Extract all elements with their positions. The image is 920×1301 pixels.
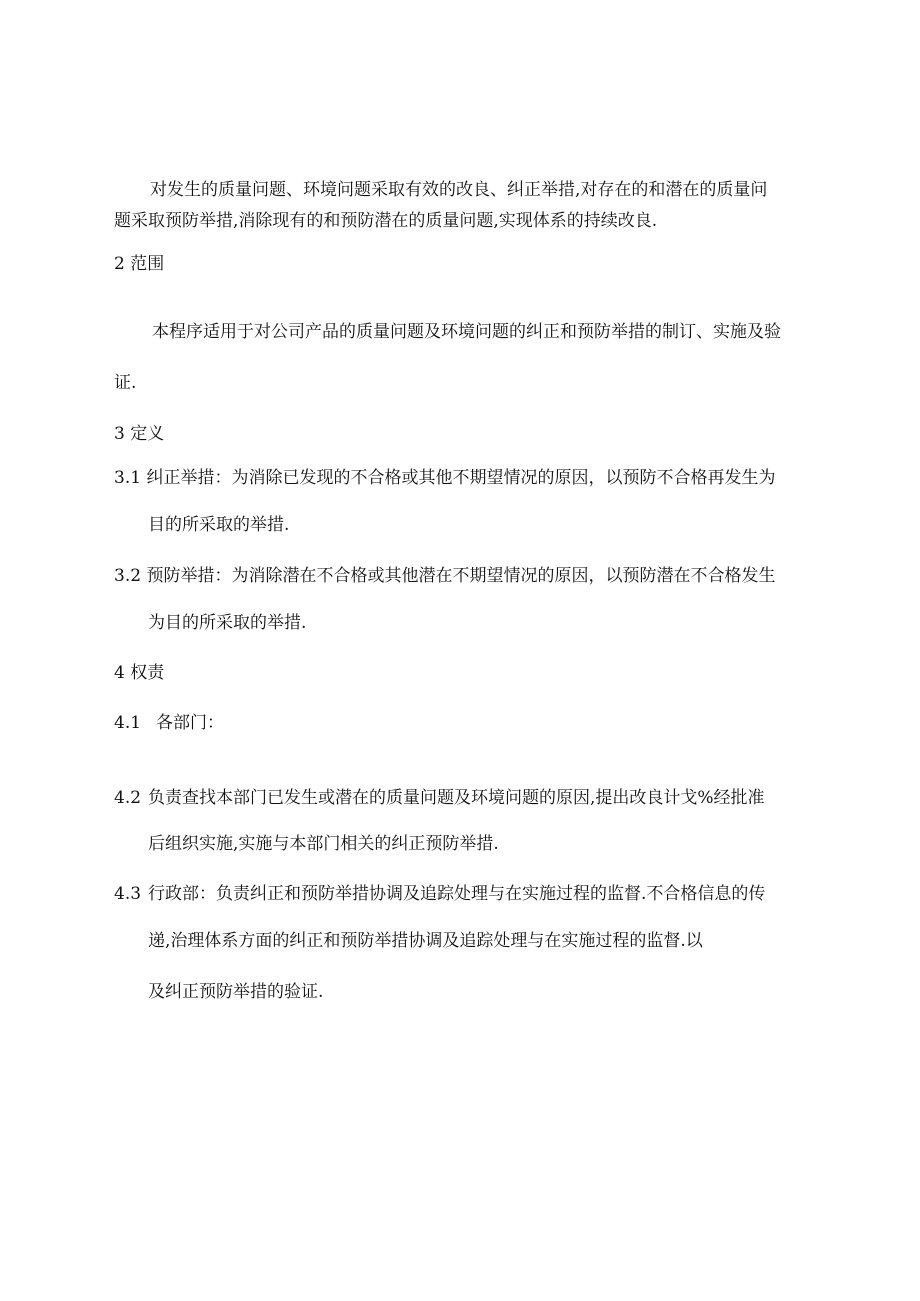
responsibility-4-2-text: 负责查找本部门已发生或潜在的质量问题及环境问题的原因,提出改良计戈%经批准: [148, 788, 765, 808]
section-3-heading: 3 定义: [114, 424, 165, 444]
definition-3-1-line-1: [114, 466, 775, 490]
definition-3-1-line-2: 目的所采取的举措.: [148, 515, 290, 535]
responsibility-4-3-line-2: 递,治理体系方面的纠正和预防举措协调及追踪处理与在实施过程的监督.以: [148, 931, 703, 951]
responsibility-4-3-text: 行政部：负责纠正和预防举措协调及追踪处理与在实施过程的监督.不合格信息的传: [148, 884, 766, 904]
definition-3-2-text: 预防举措：为消除潜在不合格或其他潜在不期望情况的原因，以预防潜在不合格发生: [146, 566, 776, 586]
section-4-heading: 4 权责: [114, 663, 165, 683]
definition-3-1-number: 3.1: [114, 468, 142, 488]
responsibility-4-1-number: 4.1: [114, 713, 142, 733]
responsibility-4-3-line-3: 及纠正预防举措的验证.: [148, 982, 324, 1002]
responsibility-4-2-line-2: 后组织实施,实施与本部门相关的纠正预防举措.: [148, 834, 499, 854]
definition-3-1-text: 纠正举措：为消除已发现的不合格或其他不期望情况的原因，以预防不合格再发生为: [146, 468, 776, 488]
purpose-line-2: 题采取预防举措,消除现有的和预防潜在的质量问题,实现体系的持续改良.: [114, 211, 658, 231]
definition-3-2-number: 3.2: [114, 566, 142, 586]
responsibility-4-2-line-1: [114, 786, 765, 810]
section-2-heading: 2 范围: [114, 254, 165, 274]
purpose-line-1: 对发生的质量问题、环境问题采取有效的改良、纠正举措,对存在的和潜在的质量问: [150, 180, 768, 200]
responsibility-4-3-number: 4.3: [114, 884, 142, 904]
responsibility-4-3-line-1: [114, 882, 765, 906]
responsibility-4-1-text: 各部门：: [156, 713, 224, 733]
scope-line-1: 本程序适用于对公司产品的质量问题及环境问题的纠正和预防举措的制订、实施及验: [152, 322, 781, 342]
definition-3-2-line-2: 为目的所采取的举措.: [148, 613, 307, 633]
responsibility-4-1: [114, 711, 224, 735]
definition-3-2-line-1: [114, 564, 775, 588]
scope-line-2: 证.: [114, 373, 137, 393]
responsibility-4-2-number: 4.2: [114, 788, 142, 808]
